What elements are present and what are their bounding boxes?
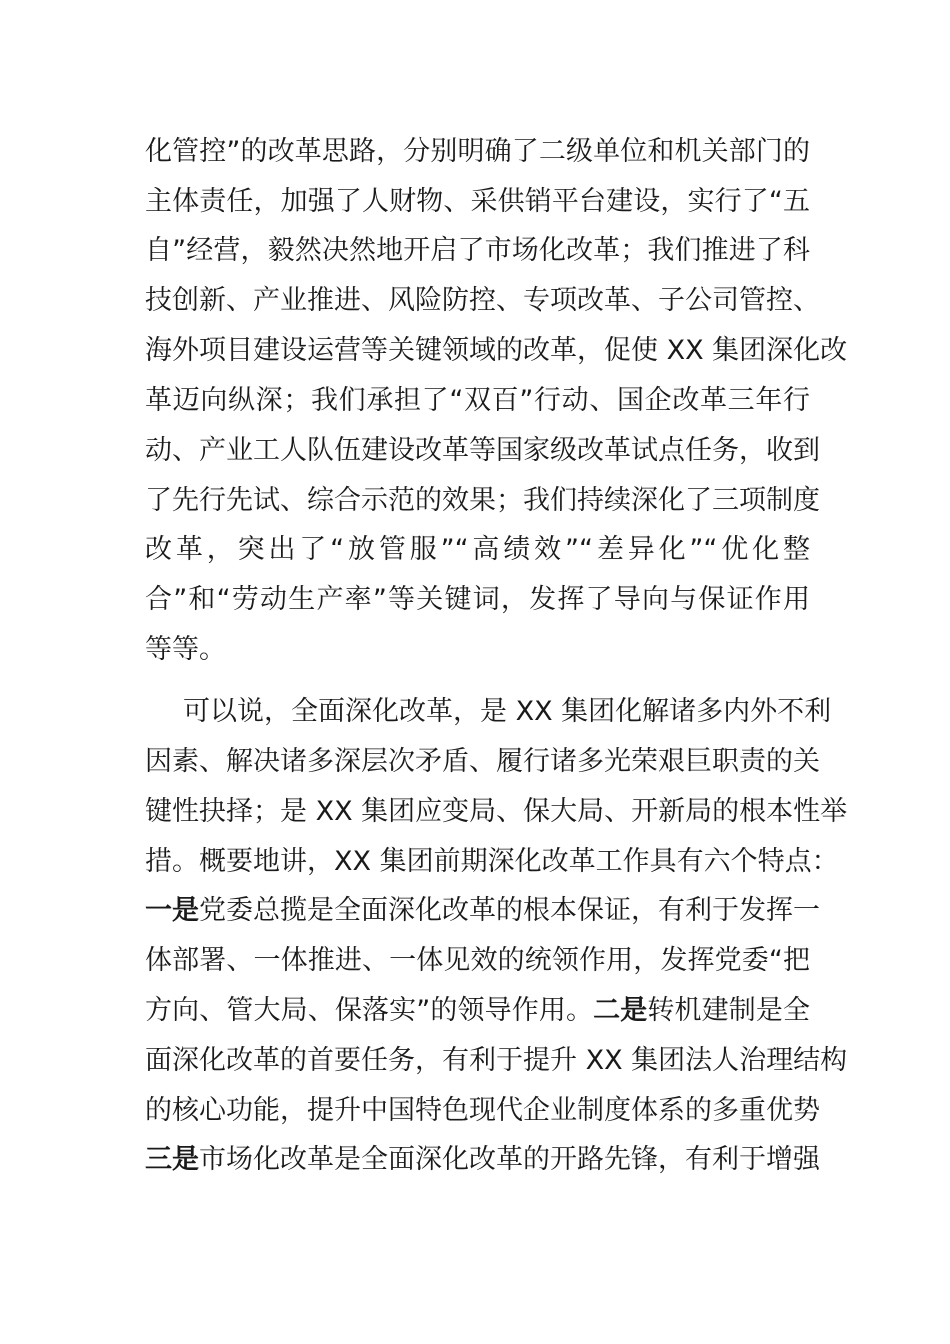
text-line: 措。概要地讲，XX 集团前期深化改革工作具有六个特点： <box>145 846 839 877</box>
text-line: 技创新、产业推进、风险防控、专项改革、子公司管控、 <box>145 285 820 316</box>
point-marker: 三是 <box>145 1144 199 1175</box>
text-line: 自”经营，毅然决然地开启了市场化改革；我们推进了科 <box>145 235 810 266</box>
point-marker: 一是 <box>145 895 199 926</box>
point-text: 市场化改革是全面深化改革的开路先锋，有利于增强 <box>199 1144 820 1175</box>
text-line: 了先行先试、综合示范的效果；我们持续深化了三项制度 <box>145 485 820 516</box>
text-line: 体部署、一体推进、一体见效的统领作用，发挥党委“把 <box>145 945 810 976</box>
text-line: 合”和“劳动生产率”等关键词，发挥了导向与保证作用 <box>145 584 810 615</box>
text-line: 因素、解决诸多深层次矛盾、履行诸多光荣艰巨职责的关 <box>145 746 820 777</box>
text-line <box>145 891 820 931</box>
text-line: 化管控”的改革思路，分别明确了二级单位和机关部门的 <box>145 136 810 167</box>
text-line: 面深化改革的首要任务，有利于提升 XX 集团法人治理结构 <box>145 1045 848 1076</box>
text-line: 主体责任，加强了人财物、采供销平台建设，实行了“五 <box>145 186 810 217</box>
point-text: 党委总揽是全面深化改革的根本保证，有利于发挥一 <box>199 895 820 926</box>
point-text: 转机建制是全 <box>647 995 810 1026</box>
paragraph-first-line: 可以说，全面深化改革，是 XX 集团化解诸多内外不利 <box>183 696 832 727</box>
text-line: 改革，突出了“放管服”“高绩效”“差异化”“优化整 <box>145 534 810 565</box>
text-line: 键性抉择；是 XX 集团应变局、保大局、开新局的根本性举 <box>145 796 848 827</box>
text-line <box>145 991 810 1031</box>
text-line: 的核心功能，提升中国特色现代企业制度体系的多重优势 <box>145 1095 820 1126</box>
text-line: 动、产业工人队伍建设改革等国家级改革试点任务，收到 <box>145 435 820 466</box>
text-line: 革迈向纵深；我们承担了“双百”行动、国企改革三年行 <box>145 385 810 416</box>
text-line <box>145 1140 820 1180</box>
point-marker: 二是 <box>593 995 648 1026</box>
text-line: 等等。 <box>145 634 226 665</box>
point-text: 方向、管大局、保落实”的领导作用。 <box>145 995 594 1026</box>
text-line: 海外项目建设运营等关键领域的改革，促使 XX 集团深化改 <box>145 335 848 366</box>
